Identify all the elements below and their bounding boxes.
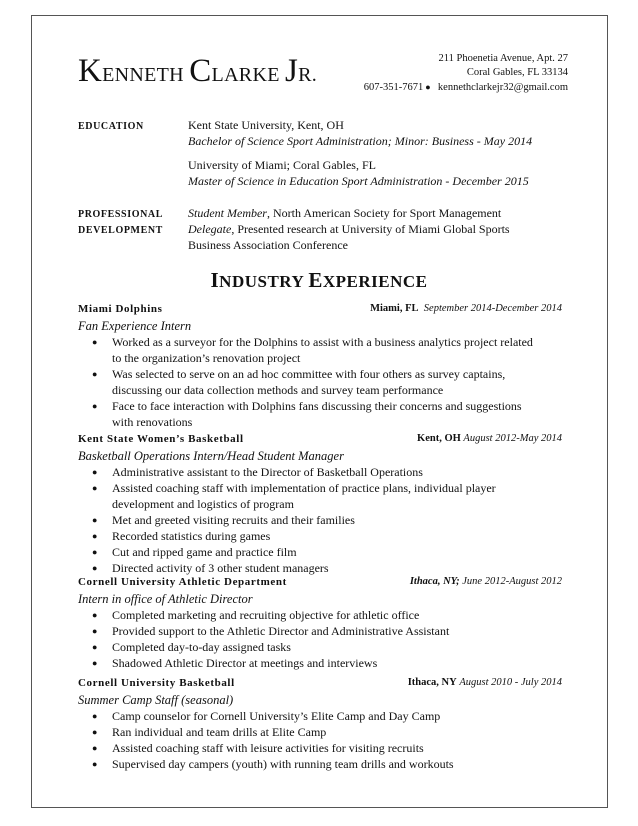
- email: kennethclarkejr32@gmail.com: [437, 82, 568, 93]
- job-entry: [78, 677, 562, 772]
- job-location-dates: Ithaca, NY; June 2012-August 2012: [409, 576, 562, 587]
- bullet-icon: ●: [425, 82, 431, 92]
- job-entry: [78, 433, 562, 576]
- job-bullet: ● Shadowed Athletic Director at meetings and interviews: [78, 655, 562, 671]
- employer: Cornell University Basketball: [78, 677, 235, 689]
- employer: Kent State Women’s Basketball: [78, 433, 244, 445]
- industry-experience-heading: INDUSTRY EXPERIENCE: [210, 268, 428, 292]
- pd-line: Delegate, Presented research at University of Miami Global Sports: [188, 222, 510, 236]
- job-bullet: ● Was selected to serve on an ad hoc committee with four others as survey captains, discussing our data collection methods and survey team performance: [78, 366, 562, 398]
- education-school: University of Miami; Coral Gables, FL: [188, 158, 376, 172]
- phone: 607-351-7671: [363, 82, 424, 93]
- job-bullet: ● Met and greeted visiting recruits and their families: [78, 512, 562, 528]
- job-bullet: ● Completed day-to-day assigned tasks: [78, 639, 562, 655]
- contact-block: [364, 52, 568, 95]
- name-initial: C: [189, 53, 212, 89]
- education-label: EDUCATION: [78, 121, 144, 132]
- job-bullet: ● Completed marketing and recruiting objective for athletic office: [78, 607, 562, 623]
- job-entry: [78, 303, 562, 430]
- job-bullet: ● Cut and ripped game and practice film: [78, 544, 562, 560]
- job-title: Intern in office of Athletic Director: [78, 592, 253, 606]
- job-bullet: ● Provided support to the Athletic Director and Administrative Assistant: [78, 623, 562, 639]
- professional-development-section: [188, 205, 510, 253]
- label-line: PROFESSIONAL: [78, 209, 163, 220]
- professional-development-label: [78, 207, 163, 239]
- employer: Miami Dolphins: [78, 303, 163, 315]
- education-degree: Master of Science in Education Sport Administration - December 2015: [188, 174, 529, 188]
- job-bullet: ● Ran individual and team drills at Elite Camp: [78, 724, 562, 740]
- education-school: Kent State University, Kent, OH: [188, 118, 344, 132]
- phone-email-line: [364, 80, 568, 95]
- pd-line: Business Association Conference: [188, 238, 348, 252]
- job-location-dates: Kent, OH August 2012-May 2014: [417, 433, 562, 444]
- pd-line: Student Member, North American Society for Sport Management: [188, 206, 502, 220]
- name-rest: ENNETH: [102, 64, 190, 86]
- job-location-dates: Ithaca, NY August 2010 - July 2014: [407, 677, 562, 688]
- education-degree: Bachelor of Science Sport Administration; Minor: Business - May 2014: [188, 134, 533, 148]
- job-entry: [78, 576, 562, 671]
- name-rest: LARKE: [211, 64, 286, 86]
- job-bullet: ● Assisted coaching staff with leisure activities for visiting recruits: [78, 740, 562, 756]
- job-bullet: ● Assisted coaching staff with implementation of practice plans, individual player development and logistics of program: [78, 480, 562, 512]
- job-bullet: ● Face to face interaction with Dolphins fans discussing their concerns and suggestions with renovations: [78, 398, 562, 430]
- job-title: Fan Experience Intern: [78, 319, 192, 333]
- job-bullet: ● Directed activity of 3 other student managers: [78, 560, 562, 576]
- job-bullet: ● Supervised day campers (youth) with running team drills and workouts: [78, 756, 562, 772]
- employer: Cornell University Athletic Department: [78, 576, 287, 588]
- candidate-name: [78, 53, 317, 90]
- job-title: Summer Camp Staff (seasonal): [78, 693, 234, 707]
- name-initial: J: [285, 53, 299, 89]
- job-bullet: ● Administrative assistant to the Director of Basketball Operations: [78, 464, 562, 480]
- education-section: [188, 117, 532, 189]
- label-line: DEVELOPMENT: [78, 225, 163, 236]
- address-line-2: Coral Gables, FL 33134: [466, 67, 568, 78]
- job-location-dates: Miami, FL September 2014-December 2014: [370, 303, 562, 314]
- job-bullet: ● Worked as a surveyor for the Dolphins to assist with a business analytics project related to the organization’s renovation project: [78, 334, 562, 366]
- address-line-1: 211 Phoenetia Avenue, Apt. 27: [438, 53, 568, 64]
- job-bullet: ● Camp counselor for Cornell University’s Elite Camp and Day Camp: [78, 708, 562, 724]
- job-title: Basketball Operations Intern/Head Student Manager: [78, 449, 344, 463]
- name-rest: R.: [298, 64, 318, 86]
- job-bullet: ● Recorded statistics during games: [78, 528, 562, 544]
- name-initial: K: [78, 53, 103, 89]
